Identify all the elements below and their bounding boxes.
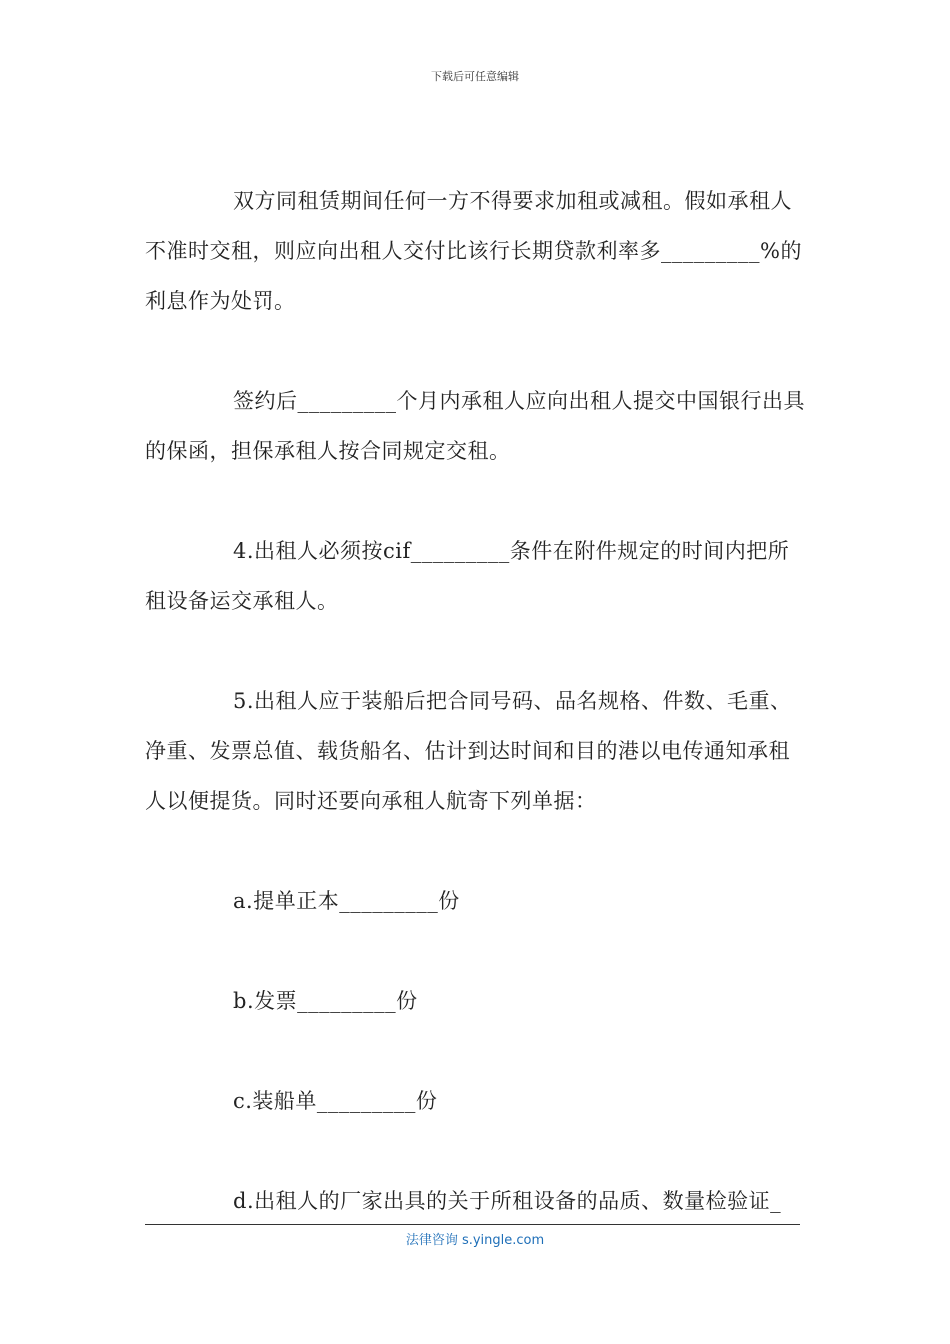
list-item-d: d.出租人的厂家出具的关于所租设备的品质、数量检验证_ [233,1189,782,1213]
paragraph-clause-5: 5.出租人应于装船后把合同号码、品名规格、件数、毛重、净重、发票总值、载货船名、估计到达时间和目的港以电传通知承租人以便提货。同时还要向承租人航寄下列单据： [145,689,792,813]
document-body [145,176,805,1276]
footer-link[interactable]: 法律咨询 s.yingle.com [405,1233,545,1248]
paragraph-bank-guarantee: 签约后_________个月内承租人应向出租人提交中国银行出具的保函，担保承租人按合同规定交租。 [145,389,805,463]
paragraph-clause-4: 4.出租人必须按cif_________条件在附件规定的时间内把所租设备运交承租人。 [145,539,790,613]
list-item-c: c.装船单_________份 [233,1089,438,1113]
paragraph-rent-adjustment: 双方同租赁期间任何一方不得要求加租或减租。假如承租人不准时交租，则应向出租人交付比该行长期贷款利率多_________%的利息作为处罚。 [145,189,802,313]
list-item-b: b.发票_________份 [233,989,418,1013]
header-note: 下载后可任意编辑 [431,70,519,83]
footer-divider [145,1224,800,1225]
list-item-a: a.提单正本_________份 [233,889,460,913]
